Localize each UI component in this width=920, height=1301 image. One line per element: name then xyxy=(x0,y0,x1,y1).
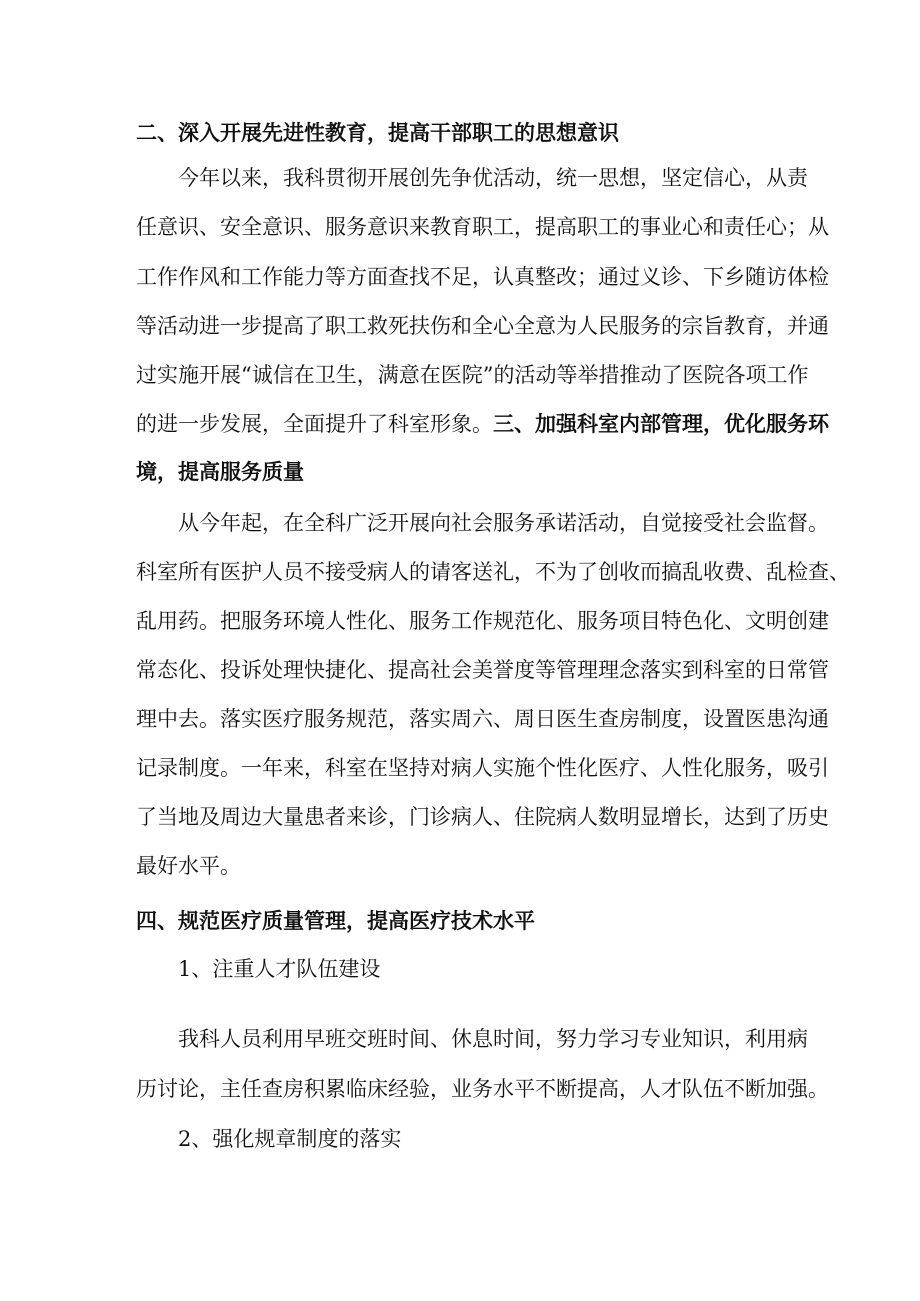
paragraph-3-line-1: 我科人员利用早班交班时间、休息时间，努力学习专业知识，利用病 xyxy=(178,1027,808,1051)
paragraph-1-line-3: 工作作风和工作能力等方面查找不足，认真整改；通过义诊、下乡随访体检 xyxy=(136,265,829,289)
paragraph-2-line-3: 乱用药。把服务环境人性化、服务工作规范化、服务项目特色化、文明创建 xyxy=(136,609,829,633)
paragraph-2-line-4: 常态化、投诉处理快捷化、提高社会美誉度等管理理念落实到科室的日常管 xyxy=(136,658,829,682)
subheading-1: 1、注重人才队伍建设 xyxy=(178,957,381,981)
paragraph-1-line-5: 过实施开展“诚信在卫生，满意在医院”的活动等举措推动了医院各项工作 xyxy=(136,363,809,387)
section-heading-3-end: 境，提高服务质量 xyxy=(136,460,304,484)
paragraph-3-line-2: 历讨论，主任查房积累临床经验，业务水平不断提高，人才队伍不断加强。 xyxy=(136,1077,829,1101)
paragraph-1-line-2: 任意识、安全意识、服务意识来教育职工，提高职工的事业心和责任心；从 xyxy=(136,215,829,239)
paragraph-2-line-2: 科室所有医护人员不接受病人的请客送礼，不为了创收而搞乱收费、乱检查、 xyxy=(136,560,850,584)
paragraph-1-line-4: 等活动进一步提高了职工救死扶伤和全心全意为人民服务的宗旨教育，并通 xyxy=(136,314,829,338)
paragraph-1-line-1: 今年以来，我科贯彻开展创先争优活动，统一思想，坚定信心，从责 xyxy=(178,166,808,190)
paragraph-1-closing-text: 的进一步发展，全面提升了科室形象。 xyxy=(136,412,493,436)
paragraph-2-line-8: 最好水平。 xyxy=(136,854,241,878)
section-heading-2: 二、深入开展先进性教育，提高干部职工的思想意识 xyxy=(136,121,619,145)
paragraph-2-line-5: 理中去。落实医疗服务规范，落实周六、周日医生查房制度，设置医患沟通 xyxy=(136,707,829,731)
section-heading-4: 四、规范医疗质量管理，提高医疗技术水平 xyxy=(136,909,535,933)
paragraph-2-line-1: 从今年起，在全科广泛开展向社会服务承诺活动，自觉接受社会监督。 xyxy=(178,511,829,535)
paragraph-2-line-7: 了当地及周边大量患者来诊，门诊病人、住院病人数明显增长，达到了历史 xyxy=(136,805,829,829)
section-heading-3-start: 三、加强科室内部管理，优化服务环 xyxy=(493,412,829,436)
paragraph-2-line-6: 记录制度。一年来，科室在坚持对病人实施个性化医疗、人性化服务，吸引 xyxy=(136,756,829,780)
subheading-2: 2、强化规章制度的落实 xyxy=(178,1127,402,1151)
paragraph-1-line-6 xyxy=(136,409,920,439)
